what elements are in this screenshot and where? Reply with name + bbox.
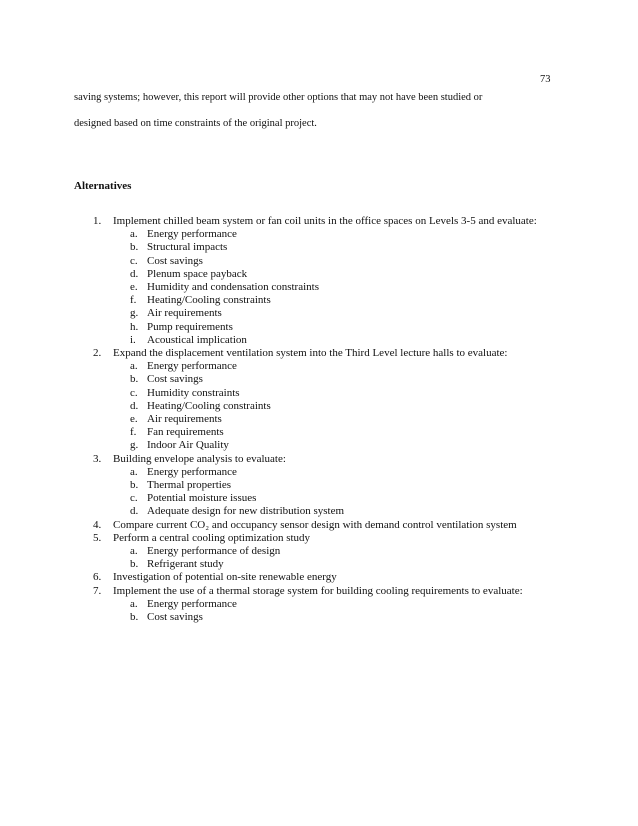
sub-item [93,505,563,518]
list-item-number: 5. [93,531,102,544]
list-item-text: Compare current CO₂ and occupancy sensor design with demand control ventilation system [113,518,517,531]
sub-item [93,228,563,241]
sub-item-text: Heating/Cooling constraints [147,294,271,307]
sub-item-letter: d. [130,505,139,518]
sub-item-letter: b. [130,611,139,624]
list-item [93,453,563,466]
sub-item-text: Heating/Cooling constraints [147,399,271,412]
sub-item-text: Fan requirements [147,426,224,439]
sub-item-text: Plenum space payback [147,267,248,280]
sub-item [93,255,563,268]
intro-line-2: designed based on time constraints of the original project. [74,118,317,129]
list-item-text: Implement chilled beam system or fan coil units in the office spaces on Levels 3-5 and evaluate: [113,215,537,227]
sub-item-letter: e. [130,413,138,426]
sub-item-text: Humidity and condensation constraints [147,281,319,294]
sub-item [93,281,563,294]
sub-item [93,360,563,373]
list-item-number: 6. [93,571,102,584]
sub-item [93,439,563,452]
section-heading: Alternatives [74,180,132,192]
list-item-number: 7. [93,584,102,597]
sub-item [93,479,563,492]
sub-item-text: Structural impacts [147,241,228,254]
sub-item [93,387,563,400]
sub-item-letter: a. [130,545,138,558]
sub-item-text: Energy performance [147,465,237,478]
sub-item [93,294,563,307]
sub-item-text: Energy performance [147,597,237,610]
list-item-number: 4. [93,518,102,531]
sub-item-letter: a. [130,360,138,373]
sub-item-letter: b. [130,558,139,571]
sub-item-text: Adequate design for new distribution system [147,505,345,518]
sub-item-text: Energy performance [147,360,237,373]
alternatives-list [93,215,563,624]
sub-item-text: Pump requirements [147,320,233,333]
sub-item-text: Humidity constraints [147,386,240,399]
sub-item [93,268,563,281]
sub-item [93,413,563,426]
sub-item-letter: a. [130,465,138,478]
sub-item [93,492,563,505]
sub-item-text: Cost savings [147,373,203,386]
list-item-text: Perform a central cooling optimization study [113,531,311,544]
list-item-number: 3. [93,452,102,465]
sub-item-letter: b. [130,241,139,254]
sub-item [93,307,563,320]
list-item [93,519,563,532]
sub-item [93,545,563,558]
list-item-text: Implement the use of a thermal storage system for building cooling requirements to evaluate: [113,584,523,597]
sub-item [93,400,563,413]
sub-item-letter: c. [130,254,138,267]
sub-item-letter: a. [130,228,138,241]
sub-item [93,466,563,479]
sub-item-letter: d. [130,399,139,412]
sub-item-letter: b. [130,479,139,492]
sub-item-letter: h. [130,320,139,333]
sub-item-text: Refrigerant study [147,558,224,571]
sub-item-text: Cost savings [147,254,203,267]
sub-item [93,373,563,386]
list-item-number: 2. [93,347,102,360]
list-item-number: 1. [93,215,102,227]
sub-item-letter: f. [130,294,137,307]
list-item-text: Expand the displacement ventilation system into the Third Level lecture halls to evaluate: [113,347,508,360]
sub-item-letter: c. [130,386,138,399]
sub-item-text: Potential moisture issues [147,492,257,505]
sub-item-letter: g. [130,439,139,452]
sub-item-text: Energy performance [147,228,237,241]
sub-item-text: Cost savings [147,611,203,624]
sub-item [93,598,563,611]
sub-item-text: Acoustical implication [147,333,247,346]
sub-item-letter: g. [130,307,139,320]
sub-item-letter: i. [130,333,136,346]
list-item [93,585,563,598]
sub-item [93,241,563,254]
sub-item-text: Air requirements [147,307,222,320]
sub-item-text: Air requirements [147,413,222,426]
sub-item-text: Indoor Air Quality [147,439,229,452]
sub-item-letter: e. [130,281,138,294]
sub-item-letter: b. [130,373,139,386]
sub-item [93,321,563,334]
sub-item [93,558,563,571]
sub-item [93,611,563,624]
sub-item-text: Energy performance of design [147,545,281,558]
list-item [93,532,563,545]
page-number: 73 [540,74,551,85]
sub-item-letter: d. [130,267,139,280]
sub-item [93,426,563,439]
sub-item-letter: a. [130,597,138,610]
list-item-text: Investigation of potential on-site renewable energy [113,571,337,584]
sub-item-text: Thermal properties [147,479,231,492]
sub-item [93,334,563,347]
sub-item-letter: c. [130,492,138,505]
list-item [93,347,563,360]
sub-item-letter: f. [130,426,137,439]
list-item [93,571,563,584]
list-item [93,215,563,228]
list-item-text: Building envelope analysis to evaluate: [113,452,286,465]
intro-line-1: saving systems; however, this report will provide other options that may not have been studied or [74,92,483,103]
